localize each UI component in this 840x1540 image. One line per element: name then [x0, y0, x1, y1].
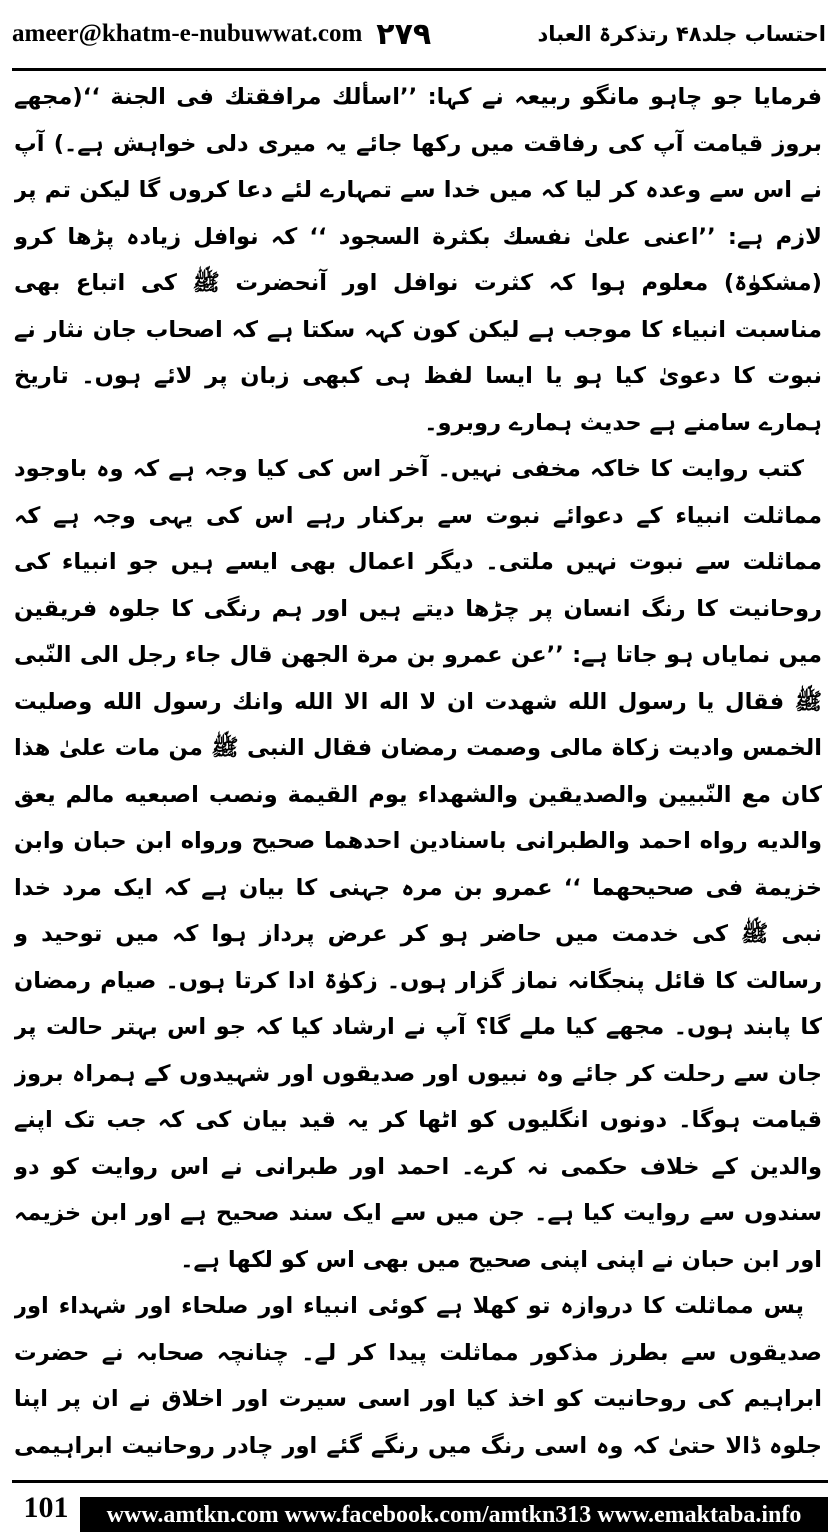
header-left [12, 17, 431, 52]
paragraph-2: کتب روایت کا خاکہ مخفی نہیں۔ آخر اس کی کیا وجہ ہے کہ وہ باوجود مماثلت انبیاء کے دعوائے نبوت سے برکنار رہے اس کی یہی وجہ ہے کہ مماثلت سے نبوت نہیں ملتی۔ دیگر اعمال بھی ایسے ہیں جو انبیاء کی روحانیت کا رنگ انسان پر چڑھا دیتے ہیں اور ہم رنگی کا جلوہ فریقین میں نمایاں ہو جاتا ہے: ’’عن عمرو بن مرة الجهن قال جاء رجل الی النّبی ﷺ فقال يا رسول الله شهدت ان لا اله الا الله وانك رسول الله وصليت الخمس واديت زكاة مالی وصمت رمضان فقال النبی ﷺ من مات علیٰ هذا كان مع النّبيين والصديقين والشهداء يوم القيمة ونصب اصبعيه مالم يعق والديه رواه احمد والطبرانی باسنادين احدهما صحيح ورواه ابن حبان وابن خزيمة فی صحيحهما ‘‘ عمرو بن مرہ جہنی کا بیان ہے کہ ایک مرد خدا نبی ﷺ کی خدمت میں حاضر ہو کر عرض پرداز ہوا کہ میں توحید و رسالت کا قائل پنجگانہ نماز گزار ہوں۔ زکوٰۃ ادا کرتا ہوں۔ صیام رمضان کا پابند ہوں۔ مجھے کیا ملے گا؟ آپ نے ارشاد کیا کہ جو اس بہتر حالت پر جان سے رحلت کر جائے وہ نبیوں اور صدیقوں اور شہیدوں کے ہمراہ بروز قیامت ہوگا۔ دونوں انگلیوں کو اٹھا کر یہ قید بیان کی کہ جب تک اپنے والدین کے خلاف حکمی نہ کرے۔ احمد اور طبرانی نے اس روایت کو دو سندوں سے روایت کیا ہے۔ جن میں سے ایک سند صحیح ہے اور ابن خزیمہ اور ابن حبان نے اپنی اپنی صحیح میں بھی اس کو لکھا ہے۔ [14, 456, 822, 1273]
header-email: ameer@khatm-e-nubuwwat.com [12, 20, 363, 47]
paragraph-1: فرمایا جو چاہو مانگو ربیعہ نے کہا: ’’اسألك مرافقتك فی الجنة ‘‘(مجھے بروز قیامت آپ کی رفاقت میں رکھا جائے یہ میری دلی خواہش ہے۔) آپ نے اس سے وعدہ کر لیا کہ میں خدا سے تمہارے لئے دعا کروں گا لیکن تم پر لازم ہے: ’’اعنی علیٰ نفسك بكثرة السجود ‘‘ کہ نوافل زیادہ پڑھا کرو (مشکوٰۃ) معلوم ہوا کہ کثرت نوافل اور آنحضرت ﷺ کی اتباع بھی مناسبت انبیاء کا موجب ہے لیکن کون کہہ سکتا ہے کہ اصحاب جان نثار نے نبوت کا دعویٰ کیا ہو یا ایسا لفظ ہی کبھی زبان پر لائے ہوں۔ تاریخ ہمارے سامنے ہے حدیث ہمارے روبرو۔ [14, 84, 822, 436]
page-body [14, 74, 822, 1466]
header-divider [12, 68, 826, 71]
footer-page-number: 101 [12, 1480, 80, 1532]
footer-bar [80, 1480, 828, 1532]
footer-links: www.amtkn.com www.facebook.com/amtkn313 www.emaktaba.info [80, 1498, 828, 1532]
header-book-title: احتساب جلد۴۸ رتذکرۃ العباد [537, 22, 826, 46]
paragraph-3: پس مماثلت کا دروازہ تو کھلا ہے کوئی انبیاء اور صلحاء اور شہداء اور صدیقوں سے بطرز مذکور مماثلت پیدا کر لے۔ چنانچہ صحابہ نے حضرت ابراہیم کی روحانیت کو اخذ کیا اور اسی سیرت اور اخلاق نے ان پر اپنا جلوہ ڈالا حتیٰ کہ وہ اسی رنگ میں رنگے گئے اور چادر روحانیت ابراہیمی [14, 1293, 822, 1459]
page-footer [12, 1480, 828, 1532]
page-header [12, 0, 826, 68]
header-page-number: ۲۷۹ [376, 16, 432, 52]
footer-rule [80, 1480, 828, 1498]
